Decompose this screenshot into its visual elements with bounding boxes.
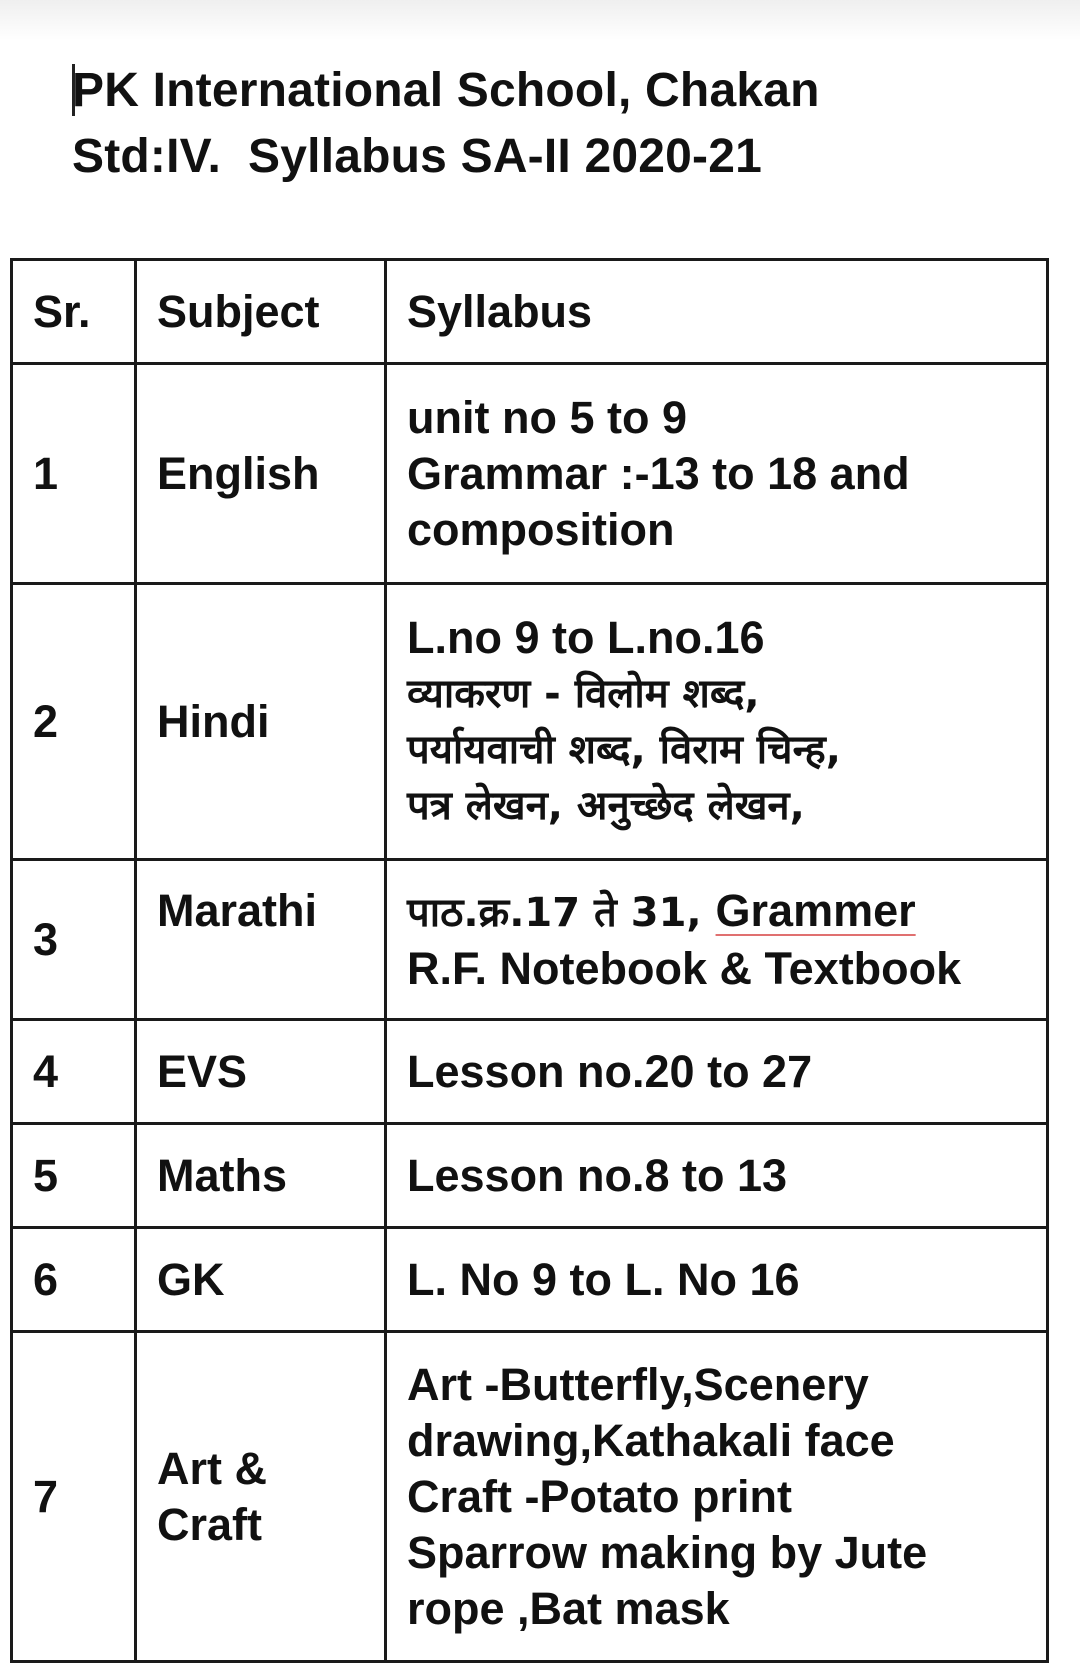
syllabus-line-prefix: पाठ.क्र.17 ते 31, — [407, 889, 716, 936]
syllabus-line: Sparrow making by Jute — [407, 1526, 928, 1578]
table-row — [12, 1332, 1048, 1662]
syllabus-line: composition — [407, 503, 675, 555]
syllabus-line: Grammar :-13 to 18 and — [407, 447, 910, 499]
subject-cell — [136, 584, 386, 860]
syllabus-line: drawing,Kathakali face — [407, 1414, 895, 1466]
table-row — [12, 1020, 1048, 1124]
column-header-subject: Subject — [136, 260, 386, 364]
syllabus-cell — [386, 860, 1048, 1020]
syllabus-line: व्याकरण - विलोम शब्द, — [407, 670, 760, 717]
syllabus-line: L.no 9 to L.no.16 — [407, 611, 765, 663]
sr-cell: 2 — [12, 584, 136, 860]
syllabus-line: unit no 5 to 9 — [407, 391, 687, 443]
syllabus-cell — [386, 1332, 1048, 1662]
subject-line: Maths — [157, 1149, 288, 1201]
subject-cell — [136, 860, 386, 1020]
school-name-text: PK International School, Chakan — [72, 64, 820, 117]
subject-line: Craft — [157, 1498, 263, 1550]
exam-title: Std:IV. Syllabus SA-II 2020-21 — [72, 130, 763, 183]
syllabus-line: Lesson no.20 to 27 — [407, 1045, 813, 1097]
table-row — [12, 584, 1048, 860]
sr-cell: 6 — [12, 1228, 136, 1332]
sr-cell: 5 — [12, 1124, 136, 1228]
column-header-syllabus: Syllabus — [386, 260, 1048, 364]
sr-cell: 3 — [12, 860, 136, 1020]
school-name — [72, 58, 820, 124]
subject-cell — [136, 1020, 386, 1124]
subject-line: GK — [157, 1253, 225, 1305]
subject-line: EVS — [157, 1045, 248, 1097]
subject-cell — [136, 1332, 386, 1662]
syllabus-line — [407, 883, 1026, 941]
sr-cell: 4 — [12, 1020, 136, 1124]
syllabus-cell — [386, 1228, 1048, 1332]
subject-cell — [136, 364, 386, 584]
subject-line: Marathi — [157, 885, 318, 936]
column-header-sr: Sr. — [12, 260, 136, 364]
syllabus-line: पत्र लेखन, अनुच्छेद लेखन, — [407, 782, 805, 829]
syllabus-line: L. No 9 to L. No 16 — [407, 1253, 800, 1305]
subject-line: Hindi — [157, 695, 270, 747]
subject-cell — [136, 1124, 386, 1228]
syllabus-line: Lesson no.8 to 13 — [407, 1149, 788, 1201]
sr-cell: 7 — [12, 1332, 136, 1662]
table-row — [12, 1124, 1048, 1228]
subject-line: English — [157, 447, 320, 499]
syllabus-line: rope ,Bat mask — [407, 1582, 730, 1634]
syllabus-cell — [386, 1020, 1048, 1124]
table-row — [12, 860, 1048, 1020]
subject-cell — [136, 1228, 386, 1332]
spellcheck-underlined-word: Grammer — [715, 884, 916, 936]
table-header-row — [12, 260, 1048, 364]
syllabus-line: पर्यायवाची शब्द, विराम चिन्ह, — [407, 726, 841, 773]
syllabus-cell — [386, 1124, 1048, 1228]
syllabus-cell — [386, 364, 1048, 584]
document-header — [72, 58, 820, 190]
syllabus-line: Art -Butterfly,Scenery — [407, 1358, 869, 1410]
subject-line: Art & — [157, 1442, 267, 1494]
sr-cell: 1 — [12, 364, 136, 584]
syllabus-cell — [386, 584, 1048, 860]
syllabus-table — [10, 258, 1049, 1663]
table-row — [12, 364, 1048, 584]
table-row — [12, 1228, 1048, 1332]
syllabus-line: R.F. Notebook & Textbook — [407, 942, 962, 994]
syllabus-line: Craft -Potato print — [407, 1470, 792, 1522]
